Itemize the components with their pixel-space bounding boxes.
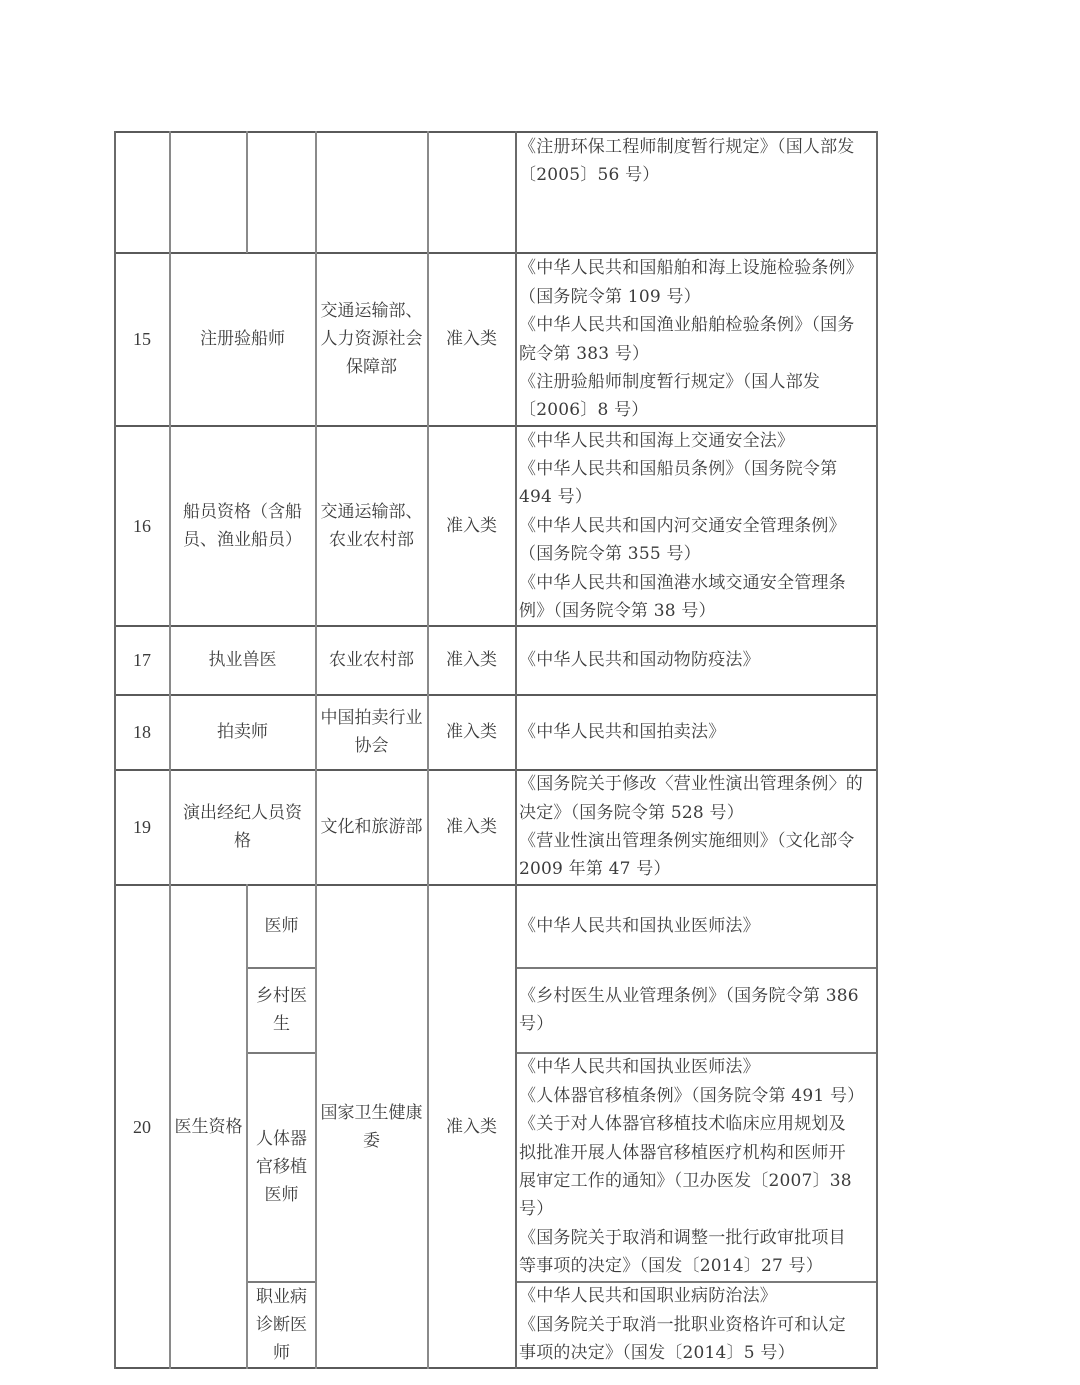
law-line: 等事项的决定》（国发〔2014〕27 号） <box>519 1256 823 1277</box>
qualification-name <box>170 426 315 625</box>
category: 准入类 <box>446 515 497 536</box>
row-number: 20 <box>133 1116 151 1137</box>
sub-qualification <box>248 1282 315 1368</box>
department-line: 交通运输部、 <box>320 301 423 321</box>
law-line: 例》（国务院令第 38 号） <box>519 601 716 622</box>
category: 准入类 <box>446 329 497 349</box>
law-line: 《关于对人体器官移植技术临床应用规划及 <box>519 1114 846 1135</box>
department <box>316 885 427 1368</box>
law-line: 《国务院关于取消和调整一批行政审批项目 <box>519 1227 846 1248</box>
department <box>316 426 427 625</box>
name-line: 员、渔业船员） <box>183 529 302 550</box>
law-line: （国务院令第 355 号） <box>519 544 701 565</box>
law-line: 决定》（国务院令第 528 号） <box>519 802 744 823</box>
row-number: 16 <box>133 515 151 536</box>
law-line: 号） <box>519 1014 554 1034</box>
qualification-name: 执业兽医 <box>208 650 277 670</box>
law-cell <box>517 1282 877 1368</box>
name-line: 格 <box>234 831 251 851</box>
sub-qualification <box>248 1053 315 1281</box>
department-line: 交通运输部、 <box>320 501 423 522</box>
row-number: 17 <box>133 650 151 670</box>
law-line: 展审定工作的通知》（卫办医发〔2007〕38 <box>519 1171 852 1191</box>
law-line: 《中华人民共和国执业医师法》 <box>519 1057 760 1078</box>
department-line: 协会 <box>354 736 389 756</box>
law-line: 《国务院关于修改〈营业性演出管理条例〉的 <box>519 774 863 795</box>
qualification-name <box>170 770 315 884</box>
law-line: 《中华人民共和国拍卖法》 <box>519 721 726 742</box>
category: 准入类 <box>446 1116 497 1137</box>
law-line: 〔2005〕56 号） <box>519 165 660 186</box>
law-line: 院令第 383 号） <box>519 343 650 364</box>
department-line: 中国拍卖行业 <box>320 708 423 728</box>
law-line: 〔2006〕8 号） <box>519 400 649 421</box>
law-line: 《人体器官移植条例》（国务院令第 491 号） <box>519 1085 865 1106</box>
sub-qualification <box>248 885 315 967</box>
law-cell <box>517 695 877 769</box>
category: 准入类 <box>446 722 497 742</box>
category: 准入类 <box>446 817 497 837</box>
law-line: 《中华人民共和国内河交通安全管理条例》 <box>519 515 846 536</box>
sub-line: 官移植 <box>256 1157 307 1177</box>
law-line: 《注册验船师制度暂行规定》（国人部发 <box>519 371 821 392</box>
sub-line: 医师 <box>264 1185 299 1205</box>
department-line: 农业农村部 <box>329 529 414 550</box>
department-line: 人力资源社会 <box>320 329 423 349</box>
law-cell <box>517 1053 877 1281</box>
law-line: 494 号） <box>519 487 593 508</box>
department <box>316 695 427 769</box>
law-line: 2009 年第 47 号） <box>519 859 671 880</box>
law-line: 《中华人民共和国船员条例》（国务院令第 <box>519 458 838 479</box>
law-cell <box>517 254 877 425</box>
law-line: 《国务院关于取消一批职业资格许可和认定 <box>519 1314 846 1335</box>
row-number: 19 <box>133 817 151 837</box>
row-number: 15 <box>133 329 151 349</box>
name-line: 演出经纪人员资 <box>183 803 302 823</box>
sub-line: 生 <box>273 1014 290 1034</box>
category: 准入类 <box>446 650 497 670</box>
law-cell <box>517 770 877 884</box>
law-line: 《营业性演出管理条例实施细则》（文化部令 <box>519 831 855 851</box>
law-line: 《中华人民共和国渔港水域交通安全管理条 <box>519 572 846 593</box>
qualification-name: 注册验船师 <box>200 329 285 349</box>
sub-line: 职业病 <box>256 1287 307 1307</box>
sub-line: 医师 <box>264 916 299 936</box>
department-line: 委 <box>363 1130 380 1151</box>
law-line: 《中华人民共和国职业病防治法》 <box>519 1286 777 1307</box>
law-cell <box>517 626 877 694</box>
department: 农业农村部 <box>329 650 414 670</box>
law-line: 《中华人民共和国渔业船舶检验条例》（国务 <box>519 315 855 336</box>
law-line: 号） <box>519 1199 554 1220</box>
sub-line: 人体器 <box>256 1129 307 1149</box>
law-line: 《中华人民共和国动物防疫法》 <box>519 649 760 670</box>
law-line: 《中华人民共和国执业医师法》 <box>519 915 760 936</box>
law-cell <box>517 427 877 625</box>
qualification-name: 拍卖师 <box>217 722 268 742</box>
qualification-name: 医生资格 <box>174 1116 243 1137</box>
sub-line: 乡村医 <box>256 986 307 1006</box>
law-line: 拟批准开展人体器官移植医疗机构和医师开 <box>519 1142 846 1163</box>
department-line: 保障部 <box>346 357 397 377</box>
department: 文化和旅游部 <box>320 817 423 837</box>
department-line: 国家卫生健康 <box>320 1102 423 1123</box>
law-cell <box>517 133 877 252</box>
sub-qualification <box>248 968 315 1052</box>
law-line: 事项的决定》（国发〔2014〕5 号） <box>519 1343 795 1364</box>
name-line: 船员资格（含船 <box>183 501 302 522</box>
law-line: （国务院令第 109 号） <box>519 286 701 307</box>
law-line: 《中华人民共和国海上交通安全法》 <box>519 430 795 451</box>
department <box>316 253 427 425</box>
law-cell <box>517 885 877 967</box>
law-line: 《乡村医生从业管理条例》（国务院令第 386 <box>519 985 859 1006</box>
col-divider-sub <box>246 131 248 253</box>
row-number: 18 <box>133 722 151 742</box>
law-cell <box>517 968 877 1052</box>
law-line: 《中华人民共和国船舶和海上设施检验条例》 <box>519 258 863 279</box>
sub-line: 师 <box>273 1343 290 1363</box>
sub-line: 诊断医 <box>256 1315 307 1335</box>
law-line: 《注册环保工程师制度暂行规定》（国人部发 <box>519 137 855 157</box>
